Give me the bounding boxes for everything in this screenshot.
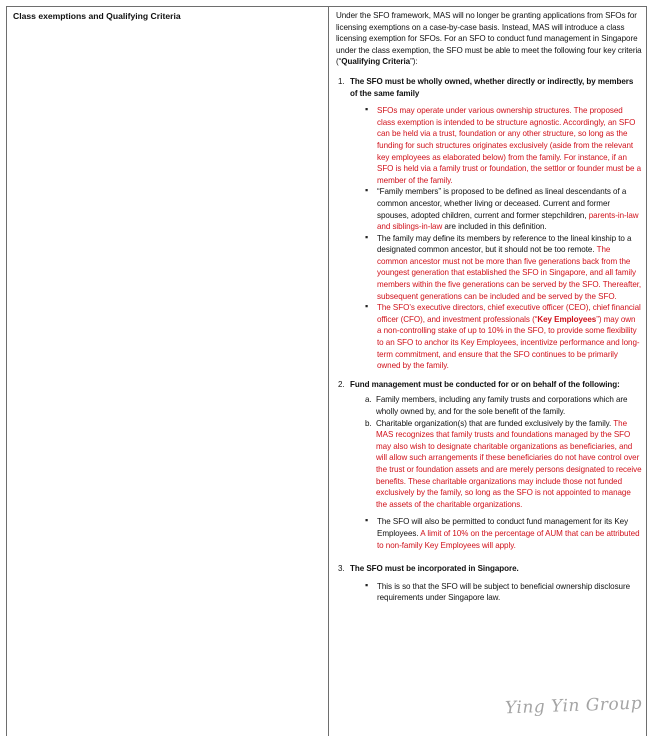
intro-text-end: ”): xyxy=(410,57,418,67)
bullet-red-text: ”) may own a non-controlling stake of up to 10% in the SFO, to provide some flexibility to an SFO to anchor its Key Employees, incentivize performance and long-term commitment, and ensure that the SFO continues to be primarily owned by the family. xyxy=(377,314,640,371)
bullet-red-text: A limit of 10% on the percentage of AUM that can be attributed to non-family Key Employees will apply. xyxy=(377,528,640,550)
criterion-number: 2. xyxy=(338,379,345,389)
watermark-logo: Ying Yin Group xyxy=(504,693,643,719)
bullet-item xyxy=(365,581,642,604)
criterion-number: 3. xyxy=(338,564,345,574)
criterion-3 xyxy=(336,563,642,575)
bullet-text: This is so that the SFO will be subject to beneficial ownership disclosure requirements under Singapore law. xyxy=(377,581,631,603)
lettered-item xyxy=(365,418,642,511)
bullet-text: “Family members” is proposed to be defined as lineal descendants of a common ancestor, whether living or deceased. Current and former spouses, adopted children, current and former stepchildren, xyxy=(377,187,627,220)
intro-paragraph xyxy=(336,10,642,68)
right-column-content xyxy=(336,10,642,604)
bullet-text: are included in this definition. xyxy=(442,222,547,232)
criterion-1 xyxy=(336,76,642,99)
item-text: Charitable organization(s) that are funded exclusively by the family. xyxy=(376,418,614,428)
lettered-item xyxy=(365,394,642,417)
criterion-number: 1. xyxy=(338,76,345,86)
item-text: Family members, including any family trusts and corporations which are wholly owned by, and for the sole benefit of the family. xyxy=(376,395,628,416)
bullet-red-bold-term: Key Employees xyxy=(537,314,597,324)
bullet-item xyxy=(365,186,642,232)
criterion-2-items xyxy=(336,394,642,510)
bullet-item xyxy=(365,516,642,551)
criteria-table xyxy=(6,6,647,736)
item-red-text: The MAS recognizes that family trusts and foundations managed by the SFO may also wish to designate charitable organizations as beneficiaries, and will allow such arrangements if these beneficiaries do not have control over the trust or foundation assets and are merely persons designated to receive benefits. These charitable organizations may include those not funded exclusively by the family, so long as the SFO is not appointed to manage the assets of the charitable organizations. xyxy=(376,418,642,509)
bullet-text: The family may define its members by reference to the lineal kinship to a designated common ancestor, but it should not be too remote. xyxy=(377,233,632,255)
criterion-title: The SFO must be wholly owned, whether directly or indirectly, by members of the same family xyxy=(350,76,634,98)
criterion-2 xyxy=(336,379,642,391)
left-column-heading: Class exemptions and Qualifying Criteria xyxy=(13,11,181,21)
criterion-2-bullets xyxy=(336,516,642,551)
bullet-red-text: The SFO’s executive directors, chief executive officer (CEO), chief financial officer (CFO), and investment professionals (“ xyxy=(377,303,641,324)
intro-bold-term: Qualifying Criteria xyxy=(341,57,411,67)
criterion-title: The SFO must be incorporated in Singapore. xyxy=(350,564,519,574)
bullet-red-text: parents-in-law and siblings-in-law xyxy=(377,210,639,232)
bullet-text: The SFO will also be permitted to conduct fund management for its Key Employees. xyxy=(377,517,629,538)
bullet-item xyxy=(365,302,642,372)
intro-text: Under the SFO framework, MAS will no longer be granting applications from SFOs for licensing exemptions on a case-by-case basis. Instead, MAS will introduce a class licensing exemption for SFOs. For an SFO to conduct fund management in Singapore under the class exemption, the SFO must be able to meet the following four key criteria (“ xyxy=(336,11,642,67)
column-divider xyxy=(328,7,329,736)
item-letter: b. xyxy=(365,418,372,428)
item-letter: a. xyxy=(365,395,372,405)
bullet-item xyxy=(365,233,642,303)
criterion-title: Fund management must be conducted for or on behalf of the following: xyxy=(350,379,620,389)
criterion-3-bullets xyxy=(336,581,642,604)
bullet-item xyxy=(365,105,642,186)
criterion-1-bullets xyxy=(336,105,642,372)
bullet-red-text: The common ancestor must not be more than five generations back from the youngest generation that established the SFO in Singapore, and all family members within the five generations can be served by the SFO. Thereafter, subsequent generations can be included and be served by the SFO. xyxy=(377,245,642,301)
bullet-red-text: SFOs may operate under various ownership structures. The proposed class exemption is intended to be structure agnostic. Accordingly, an SFO can be held via a trust, foundation or any other structure, so long as the funding for such structures originates exclusively (aside from the relevant key employees as elaborated below) from the family. For instance, if an SFO is held via a family trust or foundation, the settlor or founder must be a member of the family. xyxy=(377,106,642,185)
